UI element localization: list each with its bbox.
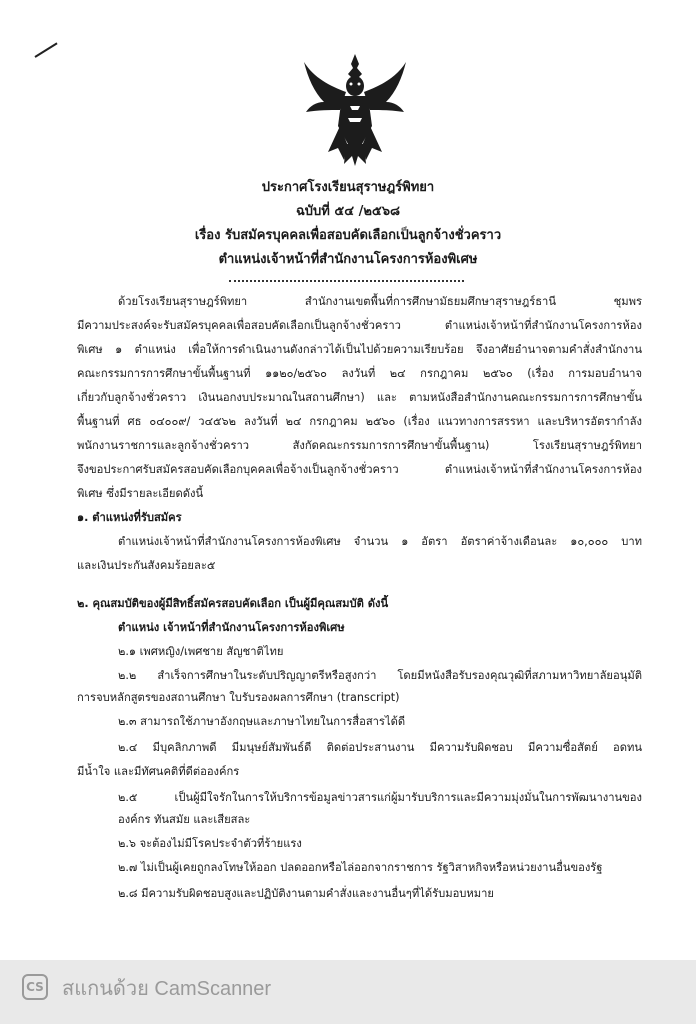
intro-line: จึงขอประกาศรับสมัครสอบคัดเลือกบุคคลเพื่อจ้างเป็นลูกจ้างชั่วคราว ตำแหน่งเจ้าหน้าที่สำนักงานโครงการห้อง bbox=[77, 463, 642, 476]
section1-heading: ๑. ตำแหน่งที่รับสมัคร bbox=[77, 511, 182, 524]
qualification-item: ๒.๕ เป็นผู้มีใจรักในการให้บริการข้อมูลข่าวสารแก่ผู้มารับบริการและมีความมุ่งมั่นในการพัฒนางานของ bbox=[118, 791, 642, 804]
intro-line: พื้นฐานที่ ศธ ๐๔๐๐๙/ ว๔๕๖๒ ลงวันที่ ๒๔ กรกฎาคม ๒๕๖๐ (เรื่อง แนวทางการสรรหา และบริหารอัตรากำลัง bbox=[77, 415, 642, 428]
camscanner-logo-icon: CS bbox=[22, 974, 48, 1000]
intro-line: คณะกรรมการการศึกษาขั้นพื้นฐานที่ ๑๑๒๐/๒๕๖๐ ลงวันที่ ๒๔ กรกฎาคม ๒๕๖๐ (เรื่อง การมอบอำนาจ bbox=[77, 367, 642, 380]
qualification-item-cont: มีน้ำใจ และมีทัศนคติที่ดีต่อองค์กร bbox=[77, 765, 240, 778]
qualification-item-cont: การจบหลักสูตรของสถานศึกษา ใบรับรองผลการศึกษา (transcript) bbox=[77, 691, 400, 704]
qualification-item: ๒.๒ สำเร็จการศึกษาในระดับปริญญาตรีหรือสูงกว่า โดยมีหนังสือรับรองคุณวุฒิที่สภามหาวิทยาลัยอนุมัติ bbox=[118, 669, 642, 682]
qualification-item-cont: องค์กร ทันสมัย และเสียสละ bbox=[118, 813, 251, 826]
intro-line: ด้วยโรงเรียนสุราษฎร์พิทยา สำนักงานเขตพื้นที่การศึกษามัธยมศึกษาสุราษฎร์ธานี ชุมพร bbox=[118, 295, 642, 308]
section2-heading: ๒. คุณสมบัติของผู้มีสิทธิ์สมัครสอบคัดเลือก เป็นผู้มีคุณสมบัติ ดังนี้ bbox=[77, 597, 389, 610]
intro-line: พนักงานราชการและลูกจ้างชั่วคราว สังกัดคณะกรรมการการศึกษาขั้นพื้นฐาน) โรงเรียนสุราษฎร์พิทยา bbox=[77, 439, 642, 452]
announcement-subject: เรื่อง รับสมัครบุคคลเพื่อสอบคัดเลือกเป็นลูกจ้างชั่วคราว bbox=[194, 228, 502, 243]
dotted-divider bbox=[229, 280, 464, 282]
qualification-item: ๒.๑ เพศหญิง/เพศชาย สัญชาติไทย bbox=[118, 645, 284, 658]
intro-line: พิเศษ ๑ ตำแหน่ง เพื่อให้การดำเนินงานดังกล่าวได้เป็นไปด้วยความเรียบร้อย จึงอาศัยอำนาจตามคำสั่งสำนักงาน bbox=[77, 343, 642, 356]
garuda-emblem-icon bbox=[300, 48, 410, 168]
intro-line: มีความประสงค์จะรับสมัครบุคคลเพื่อสอบคัดเลือกเป็นลูกจ้างชั่วคราว ตำแหน่งเจ้าหน้าที่สำนักงานโครงการห้อง bbox=[77, 319, 642, 332]
scanner-watermark bbox=[0, 960, 696, 1024]
pen-mark bbox=[34, 42, 57, 57]
qualification-item: ๒.๘ มีความรับผิดชอบสูงและปฏิบัติงานตามคำสั่งและงานอื่นๆที่ได้รับมอบหมาย bbox=[118, 887, 494, 900]
qualification-item: ๒.๗ ไม่เป็นผู้เคยถูกลงโทษให้ออก ปลดออกหรือไล่ออกจากราชการ รัฐวิสาหกิจหรือหน่วยงานอื่นของรัฐ bbox=[118, 861, 603, 874]
section2-subheading: ตำแหน่ง เจ้าหน้าที่สำนักงานโครงการห้องพิเศษ bbox=[118, 621, 345, 634]
qualification-item: ๒.๓ สามารถใช้ภาษาอังกฤษและภาษาไทยในการสื่อสารได้ดี bbox=[118, 715, 406, 728]
qualification-item: ๒.๖ จะต้องไม่มีโรคประจำตัวที่ร้ายแรง bbox=[118, 837, 302, 850]
intro-line: พิเศษ ซึ่งมีรายละเอียดดังนี้ bbox=[77, 487, 204, 500]
section1-line: ตำแหน่งเจ้าหน้าที่สำนักงานโครงการห้องพิเศษ จำนวน ๑ อัตรา อัตราค่าจ้างเดือนละ ๑๐,๐๐๐ บาท bbox=[118, 535, 642, 548]
announcement-position: ตำแหน่งเจ้าหน้าที่สำนักงานโครงการห้องพิเศษ bbox=[218, 252, 478, 267]
section1-line: และเงินประกันสังคมร้อยละ๕ bbox=[77, 559, 216, 572]
watermark-text: สแกนด้วย CamScanner bbox=[62, 978, 272, 1000]
intro-line: เกี่ยวกับลูกจ้างชั่วคราว เงินนอกงบประมาณในสถานศึกษา) และ ตามหนังสือสำนักงานคณะกรรมการการศึกษาขั้น bbox=[77, 391, 642, 404]
announcement-org: ประกาศโรงเรียนสุราษฎร์พิทยา bbox=[261, 180, 435, 195]
qualification-item: ๒.๔ มีบุคลิกภาพดี มีมนุษย์สัมพันธ์ดี ติดต่อประสานงาน มีความรับผิดชอบ มีความซื่อสัตย์ อดทน bbox=[118, 741, 642, 754]
announcement-number: ฉบับที่ ๕๔ /๒๕๖๘ bbox=[295, 204, 401, 219]
